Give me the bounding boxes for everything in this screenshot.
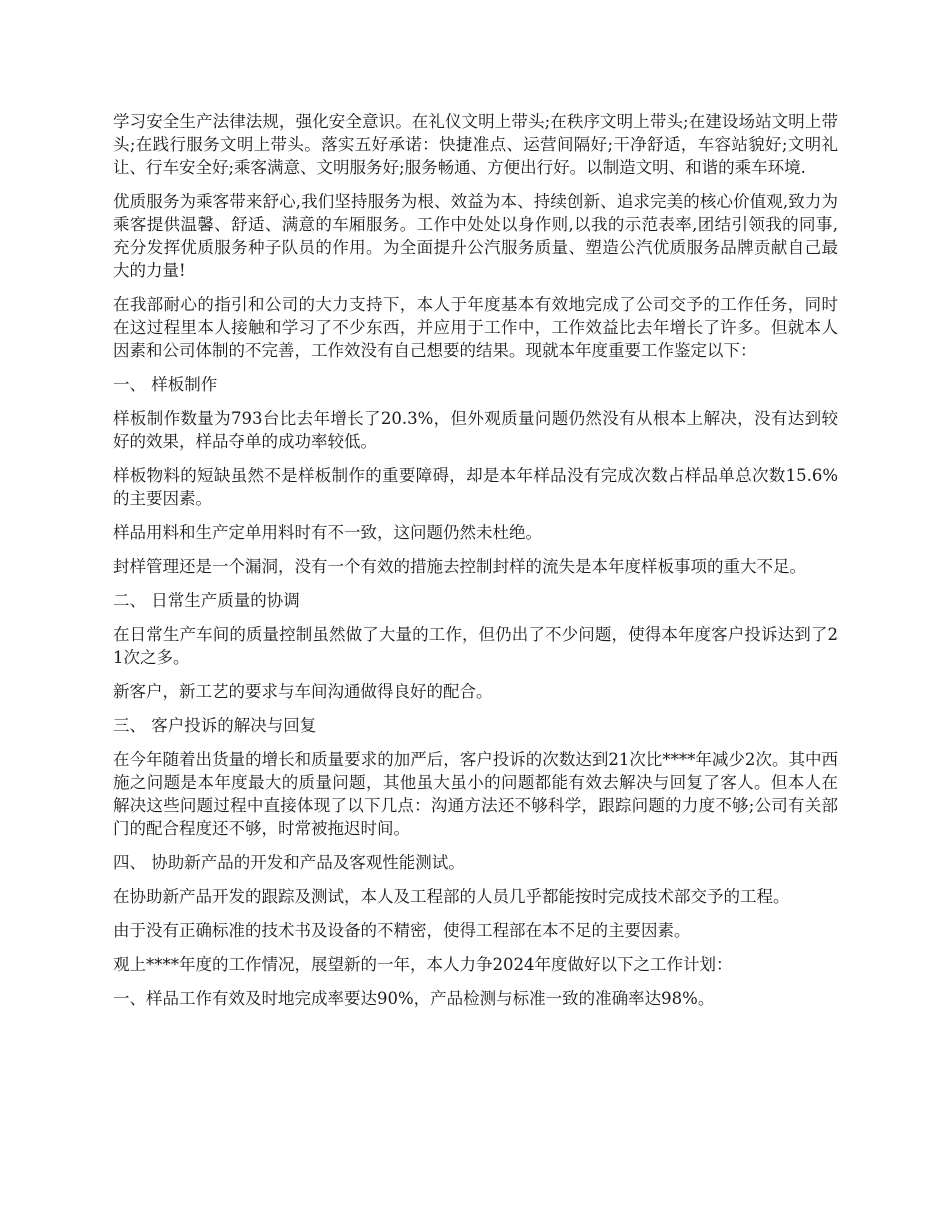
section-heading-new-product: 四、 协助新产品的开发和产品及客观性能测试。 <box>113 853 465 872</box>
paragraph-new-clients: 新客户，新工艺的要求与车间沟通做得良好的配合。 <box>113 682 493 701</box>
section-heading-complaints: 三、 客户投诉的解决与回复 <box>113 716 317 735</box>
paragraph-outlook: 观上****年度的工作情况，展望新的一年，本人力争2024年度做好以下之工作计划： <box>113 955 733 974</box>
paragraph-workshop-quality: 在日常生产车间的质量控制虽然做了大量的工作，但仍出了不少问题，使得本年度客户投诉达到了21次之多。 <box>113 625 838 667</box>
paragraph-engineering-shortfall: 由于没有正确标准的技术书及设备的不精密，使得工程部在本不足的主要因素。 <box>113 921 691 940</box>
paragraph-sample-quantity: 样板制作数量为793台比去年增长了20.3%，但外观质量问题仍然没有从根本上解决，没有达到较好的效果，样品夺单的成功率较低。 <box>113 409 838 451</box>
section-heading-production-quality: 二、 日常生产质量的协调 <box>113 591 300 610</box>
paragraph-seal-management: 封样管理还是一个漏洞，没有一个有效的措施去控制封样的流失是本年度样板事项的重大不足。 <box>113 557 806 576</box>
paragraph-quality-service: 优质服务为乘客带来舒心,我们坚持服务为根、效益为本、持续创新、追求完美的核心价值观,致力为乘客提供温馨、舒适、满意的车厢服务。工作中处处以身作则,以我的示范表率,团结引领我的同事,充分发挥优质服务种子队员的作用。为全面提升公汽服务质量、塑造公汽优质服务品牌贡献自己最大的力量! <box>113 192 838 280</box>
section-heading-sample-making: 一、 样板制作 <box>113 375 218 394</box>
paragraph-sample-materials: 样板物料的短缺虽然不是样板制作的重要障碍，却是本年样品没有完成次数占样品单总次数15.6%的主要因素。 <box>113 466 838 508</box>
document-body <box>113 110 838 1021</box>
paragraph-sample-usage: 样品用料和生产定单用料时有不一致，这问题仍然未杜绝。 <box>113 523 542 542</box>
paragraph-new-product-testing: 在协助新产品开发的跟踪及测试，本人及工程部的人员几乎都能按时完成技术部交予的工程。 <box>113 887 790 906</box>
paragraph-plan-item-1: 一、样品工作有效及时地完成率要达90%，产品检测与标准一致的准确率达98%。 <box>113 989 715 1008</box>
paragraph-year-summary: 在我部耐心的指引和公司的大力支持下，本人于年度基本有效地完成了公司交予的工作任务，同时在这过程里本人接触和学习了不少东西，并应用于工作中，工作效益比去年增长了许多。但就本人因素和公司体制的不完善，工作效没有自己想要的结果。现就本年度重要工作鉴定以下： <box>113 295 838 360</box>
paragraph-civility: 学习安全生产法律法规，强化安全意识。在礼仪文明上带头;在秩序文明上带头;在建设场站文明上带头;在践行服务文明上带头。落实五好承诺：快捷准点、运营间隔好;干净舒适，车容站貌好;文明礼让、行车安全好;乘客满意、文明服务好;服务畅通、方便出行好。以制造文明、和谐的乘车环境. <box>113 112 838 177</box>
paragraph-complaint-handling: 在今年随着出货量的增长和质量要求的加严后，客户投诉的次数达到21次比****年减少2次。其中西施之问题是本年度最大的质量问题，其他虽大虽小的问题都能有效去解决与回复了客人。但本人在解决这些问题过程中直接体现了以下几点：沟通方法还不够科学，跟踪问题的力度不够;公司有关部门的配合程度还不够，时常被拖迟时间。 <box>113 750 838 838</box>
